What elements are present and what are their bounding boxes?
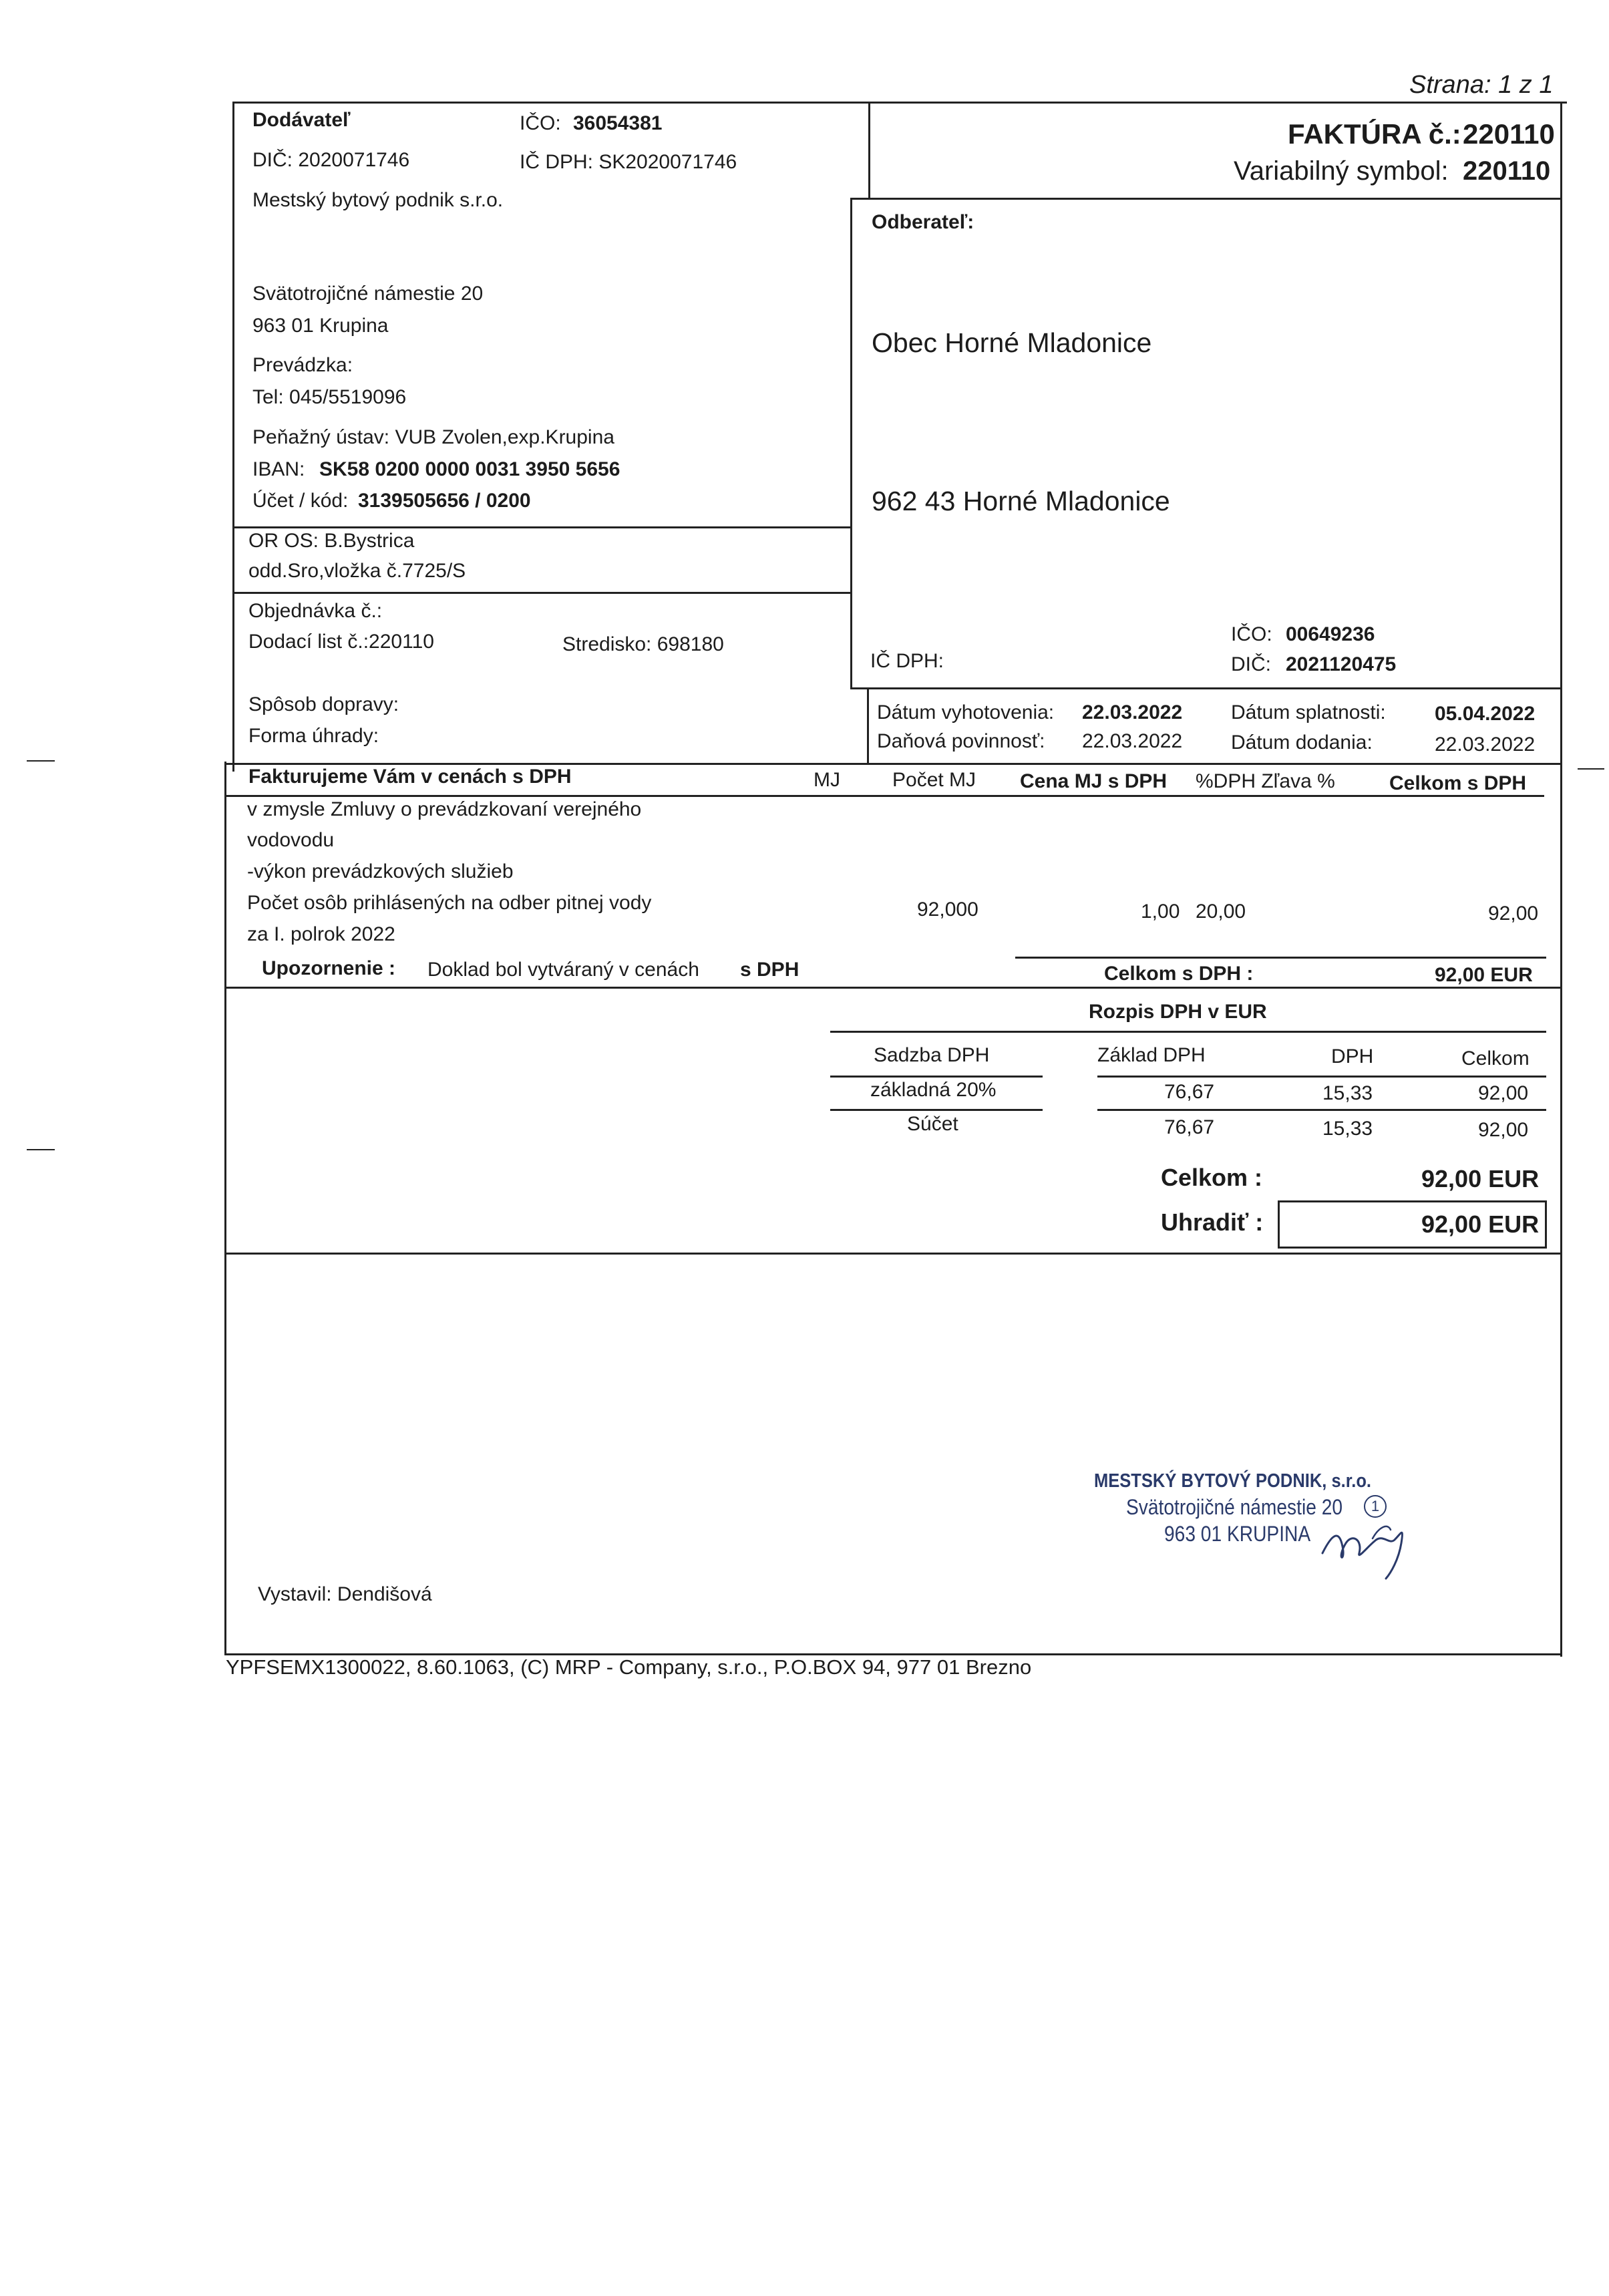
stamp-line-1: MESTSKÝ BYTOVÝ PODNIK, s.r.o.	[1094, 1470, 1372, 1492]
stamp-number-mark: 1	[1364, 1495, 1387, 1518]
celkom-value: 92,00 EUR	[1421, 1165, 1540, 1192]
issued-by: Vystavil: Dendišová	[258, 1583, 432, 1605]
uhradit-label: Uhradiť :	[1161, 1208, 1264, 1236]
date-splatnosti: 05.04.2022	[1435, 703, 1536, 725]
vat-row-1-base: 76,67	[1164, 1081, 1215, 1103]
notice-text: Doklad bol vytváraný v cenách	[427, 959, 699, 981]
scan-mark-left-1	[27, 760, 55, 762]
customer-box	[850, 198, 1562, 689]
supplier-or-line1: OR OS: B.Bystrica	[248, 530, 415, 552]
supplier-divider-1	[232, 526, 850, 528]
supplier-name: Mestský bytový podnik s.r.o.	[252, 189, 504, 211]
date-dodania: 22.03.2022	[1435, 733, 1536, 756]
total-separator-line	[1015, 957, 1546, 959]
date-dodania-label: Dátum dodania:	[1231, 731, 1373, 754]
item-pocet: 92,000	[917, 898, 978, 921]
vat-row-2-base: 76,67	[1164, 1116, 1215, 1138]
vat-summary-title: Rozpis DPH v EUR	[1089, 1001, 1267, 1023]
customer-ico: 00649236	[1286, 623, 1375, 645]
vat-header-zaklad: Základ DPH	[1097, 1044, 1206, 1066]
items-section-bottom-line	[224, 987, 1562, 989]
items-header-top-line	[224, 763, 1562, 765]
vat-header-sadzba: Sadzba DPH	[874, 1044, 990, 1066]
customer-ico-label: IČO:	[1231, 623, 1272, 645]
vat-summary-title-line	[830, 1031, 1546, 1033]
supplier-prevadzka: Prevádzka:	[252, 354, 353, 376]
order-dodaci-list: Dodací list č.:220110	[248, 631, 434, 653]
items-header-celkom: Celkom s DPH	[1389, 772, 1527, 794]
order-forma-uhrady: Forma úhrady:	[248, 725, 379, 747]
items-header-cena: Cena MJ s DPH	[1020, 770, 1168, 792]
total-dph-label: Celkom s DPH :	[1104, 963, 1254, 985]
vat-header-line-b	[1097, 1076, 1546, 1078]
customer-dic: 2021120475	[1286, 653, 1397, 675]
supplier-or-line2: odd.Sro,vložka č.7725/S	[248, 560, 466, 582]
supplier-icdph: IČ DPH: SK2020071746	[520, 151, 737, 173]
frame-left-line-upper	[232, 102, 234, 772]
supplier-ucet-label: Účet / kód:	[252, 490, 349, 512]
vat-row-line-a	[830, 1109, 1043, 1111]
page-counter: Strana: 1 z 1	[1409, 71, 1554, 99]
vat-row-2-dph: 15,33	[1322, 1118, 1373, 1140]
order-stredisko: Stredisko: 698180	[562, 633, 724, 655]
items-header-bottom-line	[224, 795, 1544, 797]
vat-row-1-total: 92,00	[1478, 1082, 1529, 1104]
date-povinnost-label: Daňová povinnosť:	[877, 730, 1045, 752]
supplier-divider-2	[232, 592, 850, 594]
vat-header-dph: DPH	[1331, 1045, 1374, 1068]
item-celkom: 92,00	[1488, 903, 1539, 925]
supplier-heading: Dodávateľ	[252, 109, 351, 131]
stamp-line-3: 963 01 KRUPINA	[1164, 1522, 1311, 1546]
item-desc-line-2: vodovodu	[247, 829, 335, 851]
vat-row-1-rate: základná 20%	[870, 1079, 997, 1101]
summary-bottom-line	[224, 1253, 1562, 1255]
frame-top-line	[232, 102, 1567, 104]
notice-bold: s DPH	[740, 959, 799, 981]
date-vyhotovenia-label: Dátum vyhotovenia:	[877, 701, 1055, 723]
supplier-ucet: 3139505656 / 0200	[358, 490, 531, 512]
invoice-number: 220110	[1463, 118, 1555, 150]
vat-row-line-b	[1097, 1109, 1546, 1111]
customer-name: Obec Horné Mladonice	[872, 327, 1152, 358]
uhradit-value: 92,00 EUR	[1421, 1210, 1540, 1238]
customer-dic-label: DIČ:	[1231, 653, 1271, 675]
supplier-dic: DIČ: 2020071746	[252, 149, 410, 171]
items-header-desc: Fakturujeme Vám v cenách s DPH	[248, 766, 572, 788]
items-header-dph-zlava: %DPH Zľava %	[1196, 770, 1335, 792]
vat-row-1-dph: 15,33	[1322, 1082, 1373, 1104]
invoice-title-label: FAKTÚRA č.:	[1288, 118, 1461, 150]
vat-header-celkom: Celkom	[1461, 1047, 1530, 1070]
frame-left-line-lower	[224, 762, 226, 1655]
supplier-street: Svätotrojičné námestie 20	[252, 283, 484, 305]
customer-heading: Odberateľ:	[872, 211, 974, 233]
vat-row-2-rate: Súčet	[907, 1113, 958, 1135]
items-header-mj: MJ	[814, 769, 840, 791]
variable-symbol-label: Variabilný symbol:	[1234, 156, 1449, 186]
customer-icdph: IČ DPH:	[870, 650, 944, 672]
header-divider-line	[868, 102, 870, 198]
stamp-line-2: Svätotrojičné námestie 20	[1126, 1495, 1343, 1519]
vat-row-2-total: 92,00	[1478, 1119, 1529, 1141]
order-objednavka: Objednávka č.:	[248, 600, 383, 622]
date-splatnosti-label: Dátum splatnosti:	[1231, 701, 1386, 723]
date-vyhotovenia: 22.03.2022	[1082, 701, 1183, 723]
supplier-iban: SK58 0200 0000 0031 3950 5656	[319, 458, 620, 480]
date-povinnost: 22.03.2022	[1082, 730, 1183, 752]
scan-mark-right	[1578, 768, 1604, 770]
order-sposob-dopravy: Spôsob dopravy:	[248, 693, 399, 715]
item-desc-line-5: za I. polrok 2022	[247, 923, 395, 945]
item-dph: 20,00	[1196, 900, 1246, 923]
supplier-iban-label: IBAN:	[252, 458, 305, 480]
item-cena: 1,00	[1141, 900, 1180, 923]
supplier-city: 963 01 Krupina	[252, 315, 389, 337]
vat-header-line-a	[830, 1076, 1043, 1078]
items-header-pocet: Počet MJ	[892, 769, 976, 791]
item-desc-line-3: -výkon prevádzkových služieb	[247, 860, 514, 882]
signature-icon	[1316, 1506, 1416, 1580]
supplier-tel: Tel: 045/5519096	[252, 386, 407, 408]
total-dph-value: 92,00 EUR	[1435, 964, 1533, 986]
footer-text: YPFSEMX1300022, 8.60.1063, (C) MRP - Company, s.r.o., P.O.BOX 94, 977 01 Brezno	[226, 1655, 1032, 1679]
dates-box-left	[867, 688, 869, 765]
celkom-label: Celkom :	[1161, 1164, 1263, 1191]
variable-symbol: 220110	[1463, 156, 1551, 186]
scan-mark-left-2	[27, 1149, 55, 1150]
item-desc-line-4: Počet osôb prihlásených na odber pitnej vody	[247, 892, 652, 914]
supplier-ico: 36054381	[573, 112, 663, 134]
notice-label: Upozornenie :	[262, 957, 395, 979]
supplier-bank: Peňažný ústav: VUB Zvolen,exp.Krupina	[252, 426, 614, 448]
customer-city: 962 43 Horné Mladonice	[872, 486, 1170, 516]
supplier-ico-label: IČO:	[520, 112, 561, 134]
item-desc-line-1: v zmysle Zmluvy o prevádzkovaní verejného	[247, 798, 642, 820]
